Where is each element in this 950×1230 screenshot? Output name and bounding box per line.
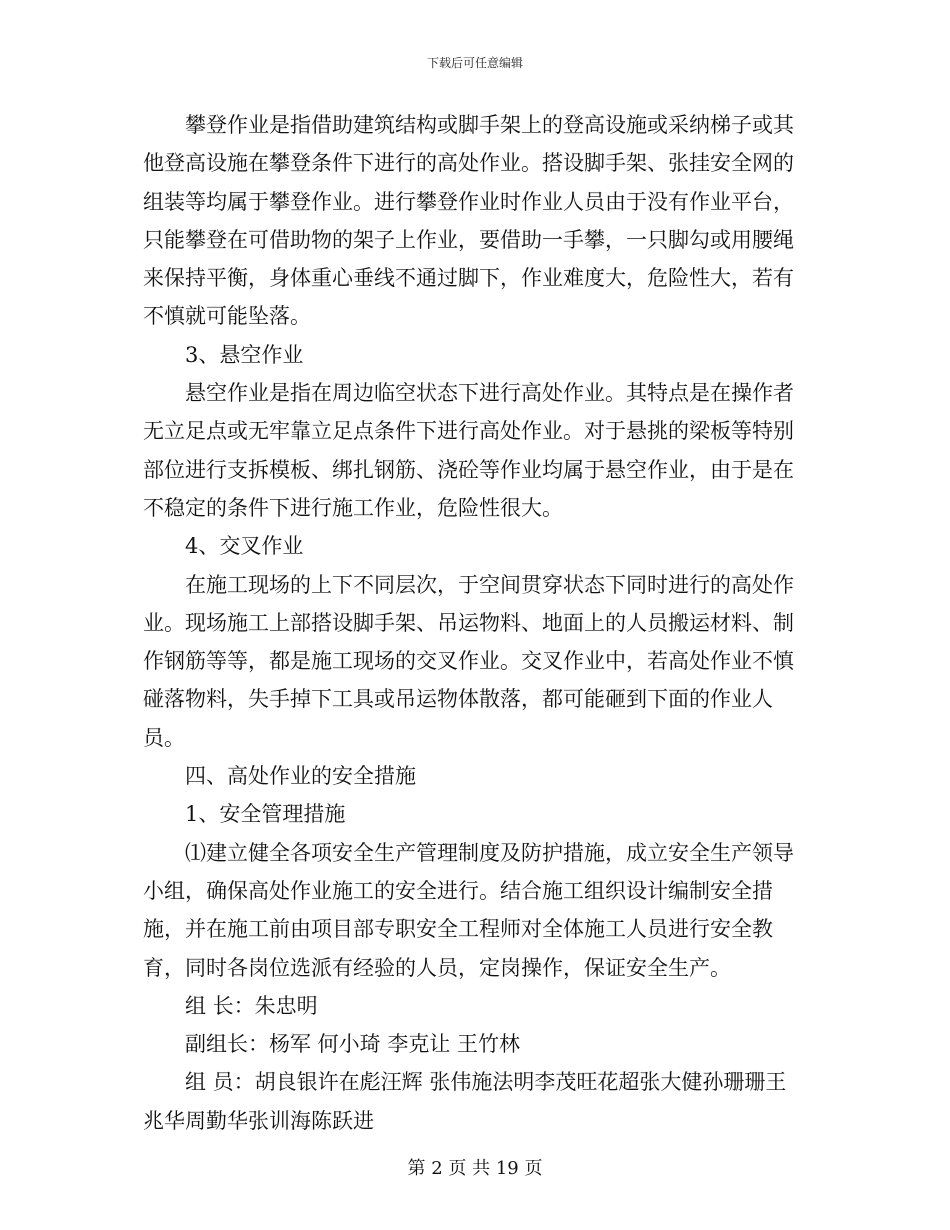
paragraph-suspended-work: 悬空作业是指在周边临空状态下进行高处作业。其特点是在操作者无立足点或无牢靠立足点条件下进行高处作业。对于悬挑的梁板等特别部位进行支拆模板、绑扎钢筋、浇砼等作业均属于悬空作业，由于是在不稳定的条件下进行施工作业，危险性很大。 (143, 381, 794, 520)
paragraph-cross-work: 在施工现场的上下不同层次，于空间贯穿状态下同时进行的高处作业。现场施工上部搭设脚手架、吊运物料、地面上的人员搬运材料、制作钢筋等等，都是施工现场的交叉作业。交叉作业中，若高处作业不慎碰落物料，失手掉下工具或吊运物体散落，都可能砸到下面的作业人员。 (143, 572, 794, 750)
team-deputy-leaders: 副组长：杨军 何小琦 李克让 王竹林 (185, 1032, 521, 1057)
heading-safety-measures: 四、高处作业的安全措施 (185, 764, 416, 789)
paragraph-climbing-work: 攀登作业是指借助建筑结构或脚手架上的登高设施或采纳梯子或其他登高设施在攀登条件下进行的高处作业。搭设脚手架、张挂安全网的组装等均属于攀登作业。进行攀登作业时作业人员由于没有作业平台，只能攀登在可借助物的架子上作业，要借助一手攀，一只脚勾或用腰绳来保持平衡，身体重心垂线不通过脚下，作业难度大，危险性大，若有不慎就可能坠落。 (143, 113, 794, 329)
paragraph-management-system: ⑴建立健全各项安全生产管理制度及防护措施，成立安全生产领导小组，确保高处作业施工的安全进行。结合施工组织设计编制安全措施，并在施工前由项目部专职安全工程师对全体施工人员进行安全教育，同时各岗位选派有经验的人员，定岗操作，保证安全生产。 (143, 840, 794, 980)
heading-cross-work: 4、交叉作业 (185, 534, 304, 559)
document-body (143, 106, 803, 1140)
page-footer: 第 2 页 共 19 页 (407, 1158, 543, 1179)
page-header: 下载后可任意编辑 (426, 56, 523, 70)
heading-suspended-work: 3、悬空作业 (185, 342, 304, 367)
team-leader: 组 长：朱忠明 (185, 993, 318, 1018)
heading-safety-management: 1、安全管理措施 (185, 802, 346, 827)
team-members: 组 员：胡良银许在彪汪辉 张伟施法明李茂旺花超张大健孙珊珊王兆华周勤华张训海陈跃进 (143, 1070, 787, 1133)
